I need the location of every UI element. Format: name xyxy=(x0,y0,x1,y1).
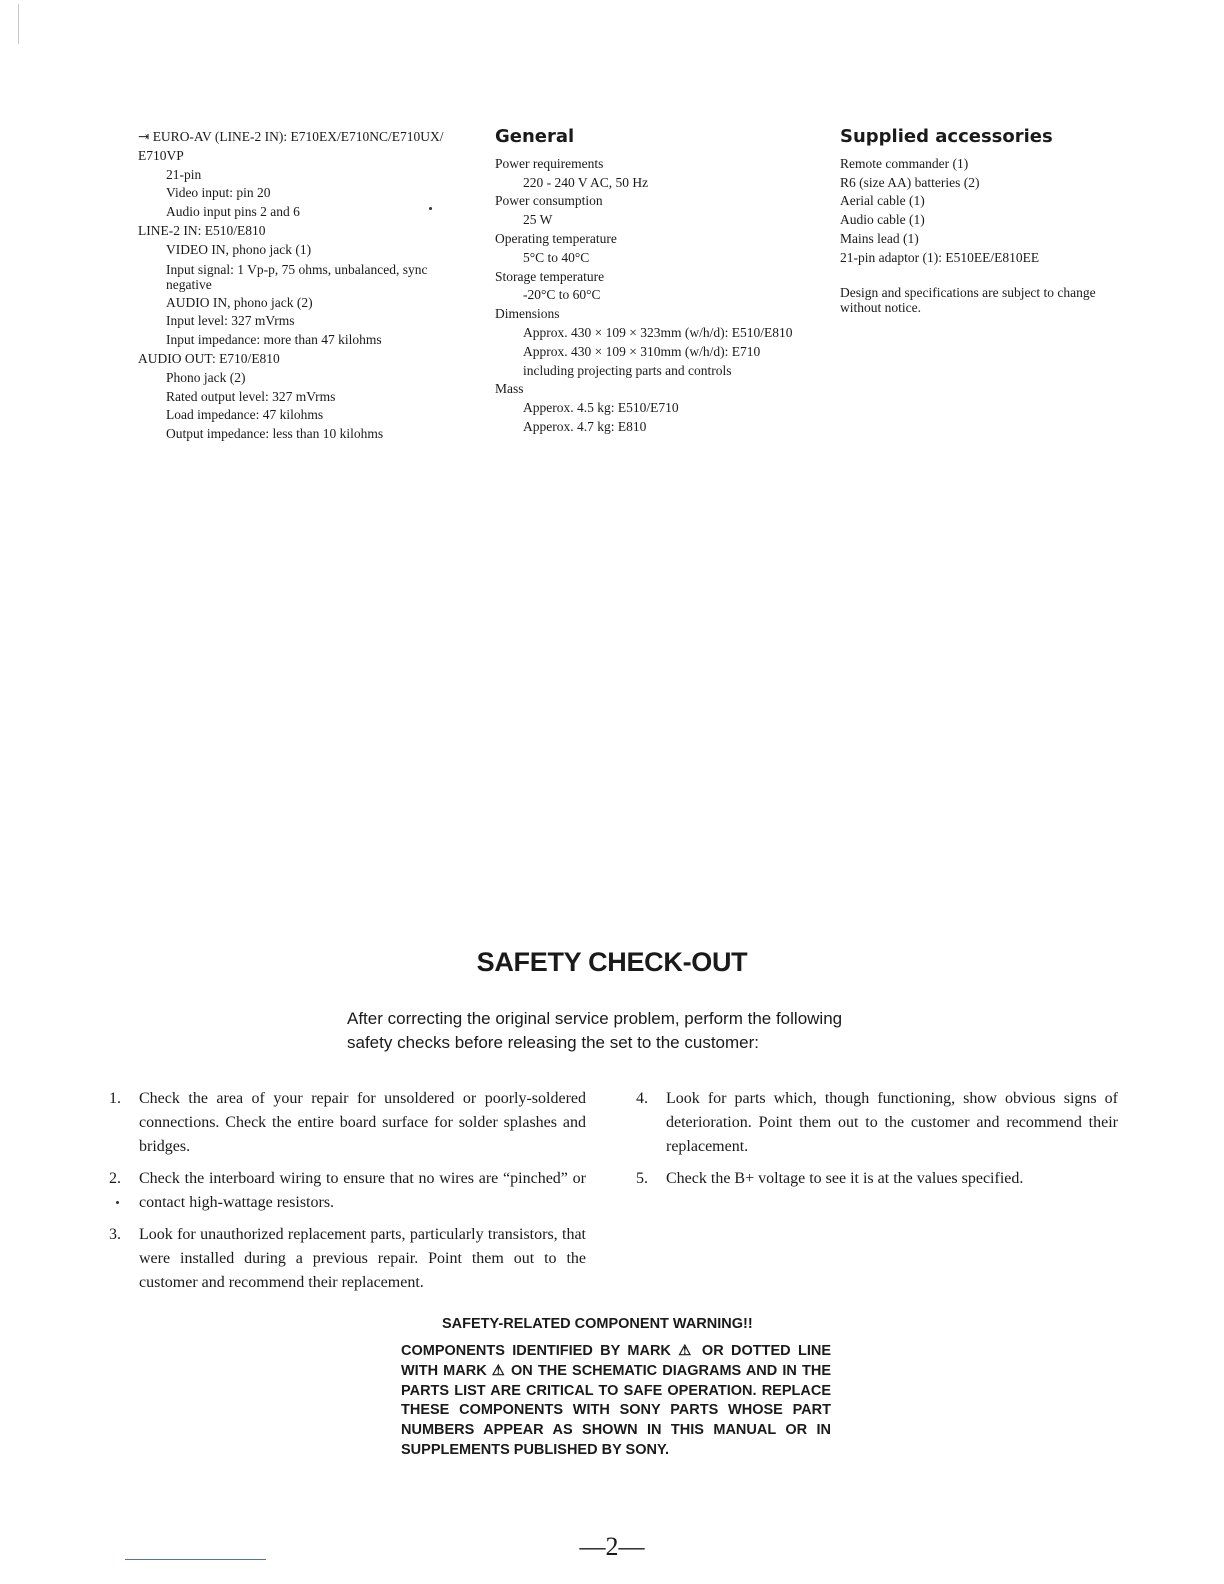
check-number: 3. xyxy=(109,1226,121,1243)
scart-icon: ⇥ xyxy=(138,129,150,144)
input-impedance: Input impedance: more than 47 kilohms xyxy=(166,332,382,348)
design-note: Design and specifications are subject to change without notice. xyxy=(840,284,1096,316)
rated-output: Rated output level: 327 mVrms xyxy=(166,388,336,404)
storage-temp-value: -20°C to 60°C xyxy=(523,287,601,303)
input-signal: Input signal: 1 Vp-p, 75 ohms, unbalanced, sync negative xyxy=(166,261,428,292)
video-input-pin: Video input: pin 20 xyxy=(166,185,271,201)
general-column xyxy=(495,128,825,437)
safety-checkout-title: SAFETY CHECK-OUT xyxy=(476,947,748,977)
check-text: Look for parts which, though functioning, show obvious signs of deterioration. Point them out to the customer and recommend their replacement. xyxy=(666,1090,1118,1155)
footer-rule xyxy=(125,1559,266,1560)
check-item xyxy=(636,1087,1118,1159)
general-heading: General xyxy=(495,126,575,147)
power-consumption-value: 25 W xyxy=(523,212,553,228)
mass-label: Mass xyxy=(495,381,524,397)
margin-mark xyxy=(18,4,19,44)
accessory-item: R6 (size AA) batteries (2) xyxy=(840,174,980,190)
warning-heading: SAFETY-RELATED COMPONENT WARNING!! xyxy=(442,1316,753,1332)
audio-out: AUDIO OUT: E710/E810 xyxy=(138,350,280,366)
dimensions-e510-e810: Approx. 430 × 109 × 323mm (w/h/d): E510/E810 xyxy=(523,324,793,340)
dimensions-label: Dimensions xyxy=(495,306,560,322)
accessory-item: Remote commander (1) xyxy=(840,155,969,171)
storage-temp-label: Storage temperature xyxy=(495,268,605,284)
audio-in: AUDIO IN, phono jack (2) xyxy=(166,294,313,310)
accessories-heading: Supplied accessories xyxy=(840,126,1053,147)
operating-temp-value: 5°C to 40°C xyxy=(523,249,590,265)
pin-count: 21-pin xyxy=(166,166,202,182)
accessory-item: 21-pin adaptor (1): E510EE/E810EE xyxy=(840,249,1040,265)
line2-in: LINE-2 IN: E510/E810 xyxy=(138,222,266,238)
phono-jack: Phono jack (2) xyxy=(166,369,246,385)
euro-av-line: ⇥ EURO-AV (LINE-2 IN): E710EX/E710NC/E710UX/ xyxy=(138,129,444,144)
dimensions-e710: Approx. 430 × 109 × 310mm (w/h/d): E710 xyxy=(523,343,761,359)
check-item xyxy=(109,1087,586,1159)
spacer xyxy=(840,268,1140,285)
euro-av-models: E710VP xyxy=(138,147,184,163)
check-item xyxy=(636,1167,1118,1191)
video-in: VIDEO IN, phono jack (1) xyxy=(166,241,312,257)
check-text: Check the area of your repair for unsoldered or poorly-soldered connections. Check the entire board surface for solder splashes and bridges. xyxy=(139,1090,586,1155)
power-consumption-label: Power consumption xyxy=(495,193,603,209)
check-number: 1. xyxy=(109,1090,121,1107)
dimensions-note: including projecting parts and controls xyxy=(523,362,732,378)
load-impedance: Load impedance: 47 kilohms xyxy=(166,407,324,423)
output-impedance: Output impedance: less than 10 kilohms xyxy=(166,426,384,442)
audio-input-pins: Audio input pins 2 and 6 xyxy=(166,204,300,220)
page-number: —2— xyxy=(579,1532,645,1561)
check-number: 2. xyxy=(109,1170,121,1187)
operating-temp-label: Operating temperature xyxy=(495,230,617,246)
warning-body: COMPONENTS IDENTIFIED BY MARK ⚠ OR DOTTED LINE WITH MARK ⚠ ON THE SCHEMATIC DIAGRAMS AND IN THE PARTS LIST ARE CRITICAL TO SAFE OPERATION. REPLACE THESE COMPONENTS WITH SONY PARTS WHOSE PART NUMBERS APPEAR AS SHOWN IN THIS MANUAL OR IN SUPPLEMENTS PUBLISHED BY SONY. xyxy=(401,1343,831,1458)
check-item xyxy=(109,1167,586,1215)
check-item xyxy=(109,1223,586,1295)
power-requirements-value: 220 - 240 V AC, 50 Hz xyxy=(523,174,649,190)
power-requirements-label: Power requirements xyxy=(495,155,604,171)
stray-dot xyxy=(429,207,432,210)
mass-e810: Apperox. 4.7 kg: E810 xyxy=(523,418,647,434)
accessory-item: Aerial cable (1) xyxy=(840,193,925,209)
safety-checks-left xyxy=(109,1087,586,1303)
safety-intro: After correcting the original service problem, perform the following safety checks before releasing the set to the customer: xyxy=(347,1009,843,1052)
input-level: Input level: 327 mVrms xyxy=(166,313,295,329)
accessories-column xyxy=(840,128,1140,316)
accessory-item: Mains lead (1) xyxy=(840,230,919,246)
safety-checks-right xyxy=(636,1087,1118,1199)
check-text: Look for unauthorized replacement parts, particularly transistors, that were installed during a previous repair. Point them out to the customer and recommend their replacement. xyxy=(139,1226,586,1291)
specs-left-column xyxy=(138,128,478,444)
stray-dot xyxy=(116,1201,119,1204)
check-number: 4. xyxy=(636,1090,648,1107)
check-number: 5. xyxy=(636,1170,648,1187)
check-text: Check the B+ voltage to see it is at the values specified. xyxy=(666,1170,1024,1187)
accessory-item: Audio cable (1) xyxy=(840,212,925,228)
mass-e510-e710: Apperox. 4.5 kg: E510/E710 xyxy=(523,400,679,416)
check-text: Check the interboard wiring to ensure that no wires are “pinched” or contact high-wattage resistors. xyxy=(139,1170,586,1211)
